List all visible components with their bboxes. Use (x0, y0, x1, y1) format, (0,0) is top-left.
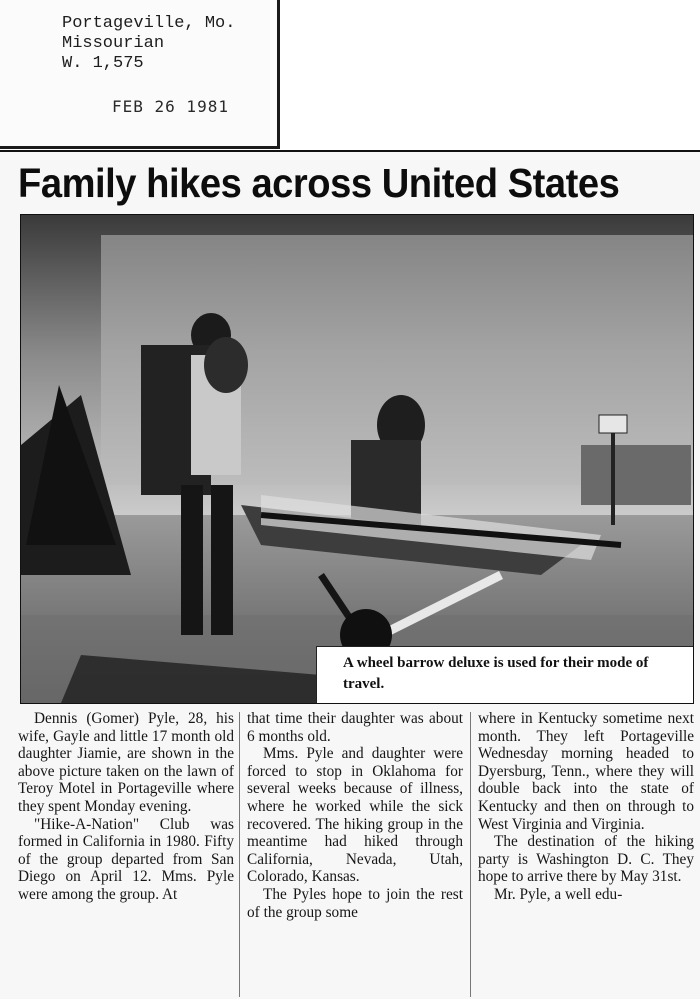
article-column-2 (247, 710, 463, 921)
article-headline: Family hikes across United States (18, 160, 620, 206)
article-column-3 (478, 710, 694, 904)
column-divider (470, 712, 471, 997)
column-3-paragraph-1: where in Kentucky sometime next month. They left Portageville Wednesday morning headed to Dyersburg, Tenn., where they will double back into the state of Kentucky and then on through to West Virginia and Virginia. (478, 710, 694, 833)
column-2-paragraph-2: Mms. Pyle and daughter were forced to stop in Oklahoma for several weeks because of illness, where he worked while the sick recovered. The hiking group in the meantime had hiked through California, Nevada, Utah, Colorado, Kansas. (247, 745, 463, 886)
photo-caption: A wheel barrow deluxe is used for their mode of travel. (343, 655, 649, 692)
caption-box (316, 646, 693, 703)
article-photo (20, 214, 694, 704)
newspaper-clipping (0, 150, 700, 999)
source-label-card (0, 0, 280, 149)
source-circulation: W. 1,575 (62, 54, 144, 73)
column-3-paragraph-2: The destination of the hiking party is Washington D. C. They hope to arrive there by May 31st. (478, 833, 694, 886)
column-1-paragraph-1: Dennis (Gomer) Pyle, 28, his wife, Gayle and little 17 month old daughter Jiamie, are shown in the above picture taken on the lawn of Teroy Motel in Portageville where they spent Monday evening. (18, 710, 234, 815)
column-divider (239, 712, 240, 997)
source-newspaper-location: Portageville, Mo. (62, 14, 236, 33)
article-column-1 (18, 710, 234, 904)
column-2-paragraph-3: The Pyles hope to join the rest of the group some (247, 885, 463, 921)
date-stamp: FEB 26 1981 (112, 97, 229, 116)
source-newspaper-name: Missourian (62, 34, 165, 53)
photograph-hiker-with-wheelbarrow-icon (21, 215, 693, 703)
column-2-paragraph-1: that time their daughter was about 6 months old. (247, 710, 463, 745)
column-3-paragraph-3: Mr. Pyle, a well edu- (494, 885, 623, 903)
column-1-paragraph-2: "Hike-A-Nation" Club was formed in California in 1980. Fifty of the group departed from San Diego on April 12. Mms. Pyle were among the group. At (18, 815, 234, 903)
